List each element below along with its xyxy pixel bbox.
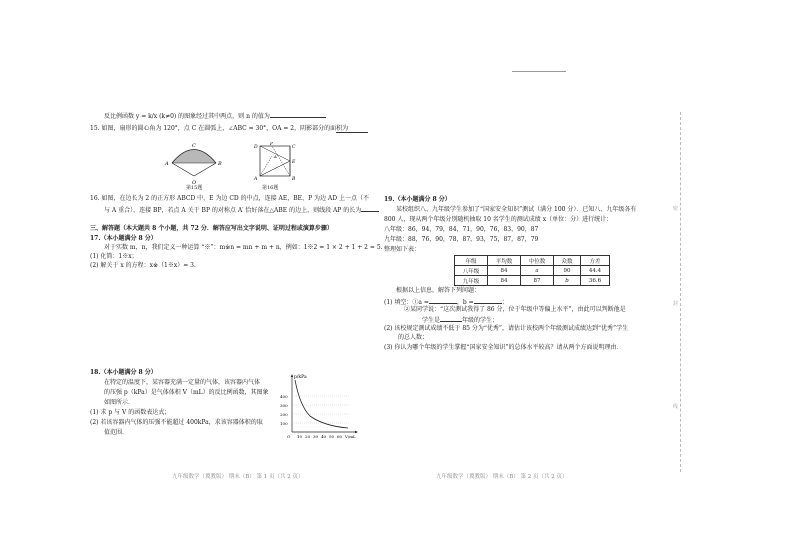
answer-blank-b bbox=[474, 297, 502, 304]
footer-right: 九年级数学（冀教版） 期末（B） 第 2 页（共 2 页） bbox=[436, 474, 568, 480]
table-cell: 87 bbox=[521, 276, 554, 286]
problem-16-figure bbox=[252, 142, 304, 186]
table-cell: 36.6 bbox=[581, 276, 610, 286]
binding-char-xian: 线 bbox=[673, 404, 679, 410]
problem-15-caption: 第15题 bbox=[186, 185, 203, 191]
footer-left: 九年级数学（冀教版） 期末（B） 第 1 页（共 2 页） bbox=[172, 474, 304, 480]
problem-19-q3: (3) 你认为哪个年级的学生掌握“国家安全知识”的总体水平较高？请从两个方面说明理由． bbox=[384, 344, 623, 351]
problem-19-q2: (2) 该校规定测试成绩不低于 85 分为“优秀”，请估计该校两个年级测试成绩达到“优秀”学生 bbox=[384, 325, 629, 332]
problem-19-line6: 根据以上信息，解答下列问题： bbox=[396, 287, 481, 294]
radius-ob bbox=[194, 163, 216, 176]
pressure-volume-graph bbox=[280, 372, 360, 442]
problem-16-line1: 16. 如图，在边长为 2 的正方形 ABCD 中，E 为边 CD 的中点，连接 AE，BE，P 为边 AD 上一点（不 bbox=[90, 195, 369, 202]
problem-19-line1: 某校组织八、九年级学生参加了“国家安全知识”测试（满分 100 分）．已知八、九年级各有 bbox=[396, 206, 637, 213]
table-cell: 八年级 bbox=[455, 266, 488, 276]
answer-blank-16 bbox=[361, 205, 379, 212]
radius-oa bbox=[172, 163, 194, 176]
binding-line bbox=[680, 112, 681, 472]
answer-blank-a bbox=[429, 297, 457, 304]
problem-19-grade8-scores: 八年级：86，94，79，84，71，90，76，83，90，87 bbox=[384, 226, 539, 233]
q1-b-label: ，b = bbox=[456, 299, 474, 306]
table-row bbox=[455, 276, 610, 286]
q1-end: ； bbox=[501, 299, 508, 306]
problem-15-blank bbox=[336, 132, 368, 133]
graph-xlabel: V/mL bbox=[345, 434, 356, 439]
table-header: 方差 bbox=[581, 256, 610, 266]
problem-18-line2: 的压强 p（kPa）是气体体积 V（mL）的反比例函数，其图象 bbox=[104, 389, 269, 396]
label-e: E bbox=[292, 160, 296, 165]
problem-17-q1: (1) 化简：1※x； bbox=[90, 253, 138, 260]
section-3-heading: 三、解答题（本大题共 8 个小题，共 72 分．解答应写出文字说明、证明过程或演算步骤） bbox=[90, 225, 333, 232]
graph-xtick-10: 10 bbox=[297, 434, 303, 439]
problem-19-title: 19.（本小题满分 8 分） bbox=[384, 196, 451, 203]
graph-xtick-20: 20 bbox=[305, 434, 311, 439]
label-c16: C bbox=[292, 145, 296, 150]
label-b16: B bbox=[292, 177, 296, 182]
graph-xtick-40: 40 bbox=[321, 434, 327, 439]
table-header-row bbox=[455, 256, 610, 266]
label-c: C bbox=[192, 143, 196, 149]
problem-18-line3: 如图所示． bbox=[104, 399, 135, 406]
graph-ytick-200: 200 bbox=[280, 412, 288, 417]
problem-15-text: 15. 如图，扇形的圆心角为 120°，点 C 在圆弧上，∠ABC = 30°，OA = 2，阴影部分的面积为 bbox=[90, 125, 349, 132]
problem-17-title: 17.（本小题满分 8 分） bbox=[90, 235, 157, 242]
label-b: B bbox=[218, 161, 222, 167]
binding-char-mi: 密 bbox=[673, 206, 679, 212]
problem-17-q2: (2) 解关于 x 的方程：x※（1※x）= 3. bbox=[90, 262, 196, 269]
label-a-prime: A′ bbox=[274, 154, 278, 159]
label-p: P bbox=[270, 142, 274, 147]
graph-xtick-30: 30 bbox=[313, 434, 319, 439]
problem-19-q1-2: ②某同学说：“这次测试我得了 86 分，位于年级中等偏上水平”，由此可以判断他是 bbox=[404, 306, 626, 313]
problem-18-q2: (2) 若该容器内气体的压强不能超过 400kPa，求该容器体积的取 bbox=[90, 419, 263, 426]
problem-16-line2-text: 与 A 重合），连接 BP，若点 A 关于 BP 的对称点 A′ 恰好落在△ABE 的边上，则线段 AP 的长为 bbox=[104, 207, 362, 214]
table-row bbox=[455, 266, 610, 276]
problem-14-line bbox=[104, 111, 326, 121]
problem-19-q1-2b bbox=[422, 315, 498, 325]
problem-17-line1: 对于实数 m，n，我们定义一种运算 “※”：m※n = mn + m + n，例如：1※2 = 1 × 2 + 1 + 2 = 5. bbox=[104, 244, 383, 251]
table-cell: 84 bbox=[488, 266, 521, 276]
graph-xtick-50: 50 bbox=[329, 434, 335, 439]
table-header: 中位数 bbox=[521, 256, 554, 266]
problem-16-line2 bbox=[104, 205, 379, 215]
table-cell: b bbox=[554, 276, 581, 286]
problem-18-q2b: 值范围． bbox=[104, 429, 129, 436]
graph-origin: O bbox=[287, 434, 291, 439]
table-cell: a bbox=[521, 266, 554, 276]
table-header: 众数 bbox=[554, 256, 581, 266]
label-a16: A bbox=[254, 177, 258, 182]
label-a: A bbox=[165, 161, 169, 167]
graph-ytick-300: 300 bbox=[280, 403, 288, 408]
graph-ytick-100: 100 bbox=[280, 421, 288, 426]
table-cell: 44.4 bbox=[581, 266, 610, 276]
table-header: 平均数 bbox=[488, 256, 521, 266]
binding-char-feng: 封 bbox=[673, 301, 679, 307]
q1-a-label: (1) 填空：①a = bbox=[384, 299, 429, 306]
q1-2c-text: 年级的学生； bbox=[462, 317, 499, 324]
table-cell: 84 bbox=[488, 276, 521, 286]
graph-ytick-400: 400 bbox=[280, 394, 288, 399]
problem-19-table-intro: 整理如下表： bbox=[384, 246, 421, 253]
problem-18-line1: 在特定的温度下，某容器充满一定量的气体，该容器内气体 bbox=[104, 379, 261, 386]
hyperbola-curve bbox=[295, 380, 348, 428]
table-header: 年级 bbox=[455, 256, 488, 266]
problem-16-caption: 第16题 bbox=[262, 185, 279, 191]
problem-14-text: 反比例函数 y = k/x (k≠0) 的图象经过其中两点，则 n 的值为 bbox=[104, 113, 270, 120]
graph-ylabel: p/kPa bbox=[294, 375, 307, 380]
label-o: O bbox=[192, 180, 197, 186]
stats-table bbox=[454, 255, 610, 286]
graph-xtick-60: 60 bbox=[337, 434, 343, 439]
problem-18-title: 18.（本小题满分 8 分） bbox=[90, 369, 157, 376]
answer-blank-grade bbox=[440, 315, 462, 322]
problem-19-q2b: 的总人数； bbox=[398, 334, 429, 341]
table-cell: 90 bbox=[554, 266, 581, 276]
problem-15-figure bbox=[160, 140, 230, 190]
answer-blank-14 bbox=[270, 111, 326, 118]
square-abcd bbox=[260, 146, 290, 176]
label-d: D bbox=[254, 145, 258, 150]
problem-19-line2: 800 人，现从两个年级分别随机抽取 10 名学生的测试成绩 x（单位：分）进行统计： bbox=[384, 216, 613, 223]
table-cell: 九年级 bbox=[455, 276, 488, 286]
q1-2b-text: 学生是 bbox=[422, 317, 441, 324]
problem-19-grade9-scores: 九年级：88，76，90，78，87，93，75，87，87，79 bbox=[384, 236, 539, 243]
top-rule bbox=[512, 71, 566, 72]
problem-18-q1: (1) 求 p 与 V 的函数表达式； bbox=[90, 409, 171, 416]
